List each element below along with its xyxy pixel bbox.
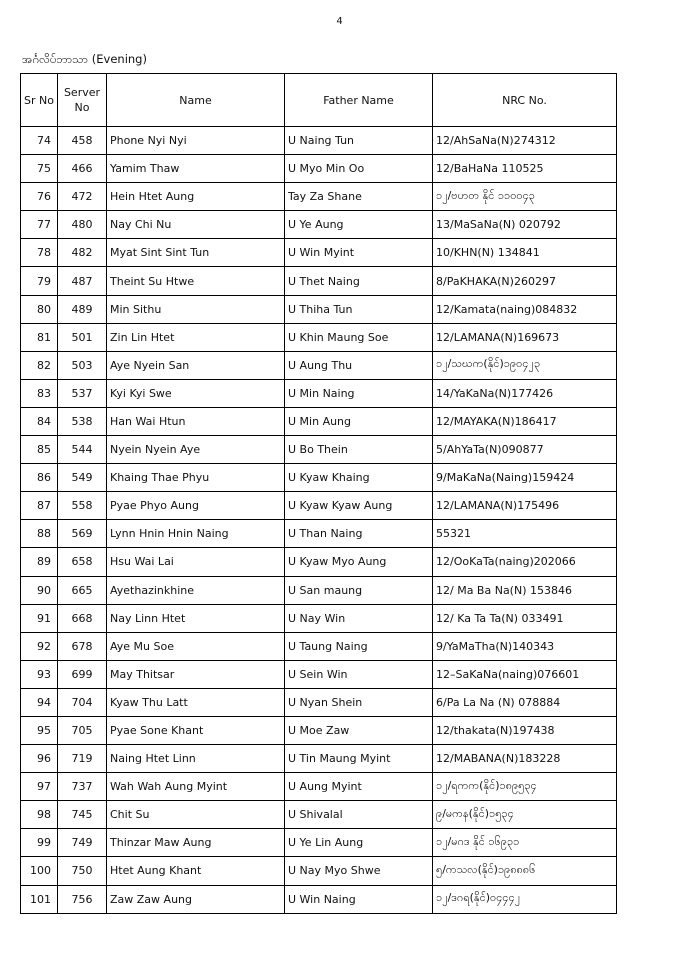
- cell-father-name: U Myo Min Oo: [285, 155, 433, 183]
- cell-name: Aye Mu Soe: [107, 632, 285, 660]
- cell-sr-no: 96: [21, 745, 58, 773]
- cell-father-name: U Kyaw Myo Aung: [285, 548, 433, 576]
- cell-father-name: U Ye Aung: [285, 211, 433, 239]
- header-sr-no: Sr No: [21, 74, 58, 127]
- cell-sr-no: 99: [21, 829, 58, 857]
- cell-server-no: 558: [58, 492, 107, 520]
- cell-name: May Thitsar: [107, 660, 285, 688]
- cell-father-name: U Aung Thu: [285, 351, 433, 379]
- cell-father-name: U San maung: [285, 576, 433, 604]
- cell-name: Myat Sint Sint Tun: [107, 239, 285, 267]
- cell-sr-no: 80: [21, 295, 58, 323]
- table-row: [21, 773, 617, 801]
- table-row: [21, 239, 617, 267]
- table-row: [21, 716, 617, 744]
- cell-father-name: Tay Za Shane: [285, 183, 433, 211]
- cell-sr-no: 92: [21, 632, 58, 660]
- cell-sr-no: 86: [21, 464, 58, 492]
- cell-name: Naing Htet Linn: [107, 745, 285, 773]
- cell-server-no: 472: [58, 183, 107, 211]
- table-row: [21, 211, 617, 239]
- table-row: [21, 407, 617, 435]
- cell-nrc-no: 10/KHN(N) 134841: [433, 239, 617, 267]
- cell-name: Aye Nyein San: [107, 351, 285, 379]
- cell-server-no: 503: [58, 351, 107, 379]
- cell-name: Htet Aung Khant: [107, 857, 285, 885]
- cell-name: Yamim Thaw: [107, 155, 285, 183]
- cell-server-no: 482: [58, 239, 107, 267]
- cell-name: Wah Wah Aung Myint: [107, 773, 285, 801]
- cell-server-no: 489: [58, 295, 107, 323]
- cell-father-name: U Khin Maung Soe: [285, 323, 433, 351]
- cell-nrc-no: 12/Kamata(naing)084832: [433, 295, 617, 323]
- cell-sr-no: 77: [21, 211, 58, 239]
- cell-sr-no: 81: [21, 323, 58, 351]
- cell-sr-no: 98: [21, 801, 58, 829]
- cell-server-no: 569: [58, 520, 107, 548]
- cell-sr-no: 84: [21, 407, 58, 435]
- cell-server-no: 756: [58, 885, 107, 913]
- cell-nrc-no: 13/MaSaNa(N) 020792: [433, 211, 617, 239]
- cell-sr-no: 75: [21, 155, 58, 183]
- cell-father-name: U Than Naing: [285, 520, 433, 548]
- cell-father-name: U Nay Win: [285, 604, 433, 632]
- cell-father-name: U Nay Myo Shwe: [285, 857, 433, 885]
- cell-name: Zin Lin Htet: [107, 323, 285, 351]
- cell-sr-no: 82: [21, 351, 58, 379]
- cell-father-name: U Naing Tun: [285, 127, 433, 155]
- cell-father-name: U Nyan Shein: [285, 688, 433, 716]
- cell-father-name: U Thiha Tun: [285, 295, 433, 323]
- cell-father-name: U Aung Myint: [285, 773, 433, 801]
- cell-nrc-no: 14/YaKaNa(N)177426: [433, 379, 617, 407]
- cell-server-no: 501: [58, 323, 107, 351]
- cell-nrc-no: ၁၂/မဂဒ နိုင် ၁၆၉၃၁: [433, 829, 617, 857]
- cell-nrc-no: 12/OoKaTa(naing)202066: [433, 548, 617, 576]
- cell-father-name: U Bo Thein: [285, 436, 433, 464]
- header-father-name: Father Name: [285, 74, 433, 127]
- cell-sr-no: 88: [21, 520, 58, 548]
- cell-nrc-no: ၅/ကသလ(နိုင်)၁၉၈၈၈၆: [433, 857, 617, 885]
- cell-nrc-no: ၁၂/ဒဂရ(နိုင်)၀၄၄၄၂: [433, 885, 617, 913]
- table-row: [21, 436, 617, 464]
- cell-name: Pyae Sone Khant: [107, 716, 285, 744]
- table-row: [21, 520, 617, 548]
- cell-name: Theint Su Htwe: [107, 267, 285, 295]
- cell-father-name: U Win Naing: [285, 885, 433, 913]
- cell-father-name: U Thet Naing: [285, 267, 433, 295]
- cell-nrc-no: 6/Pa La Na (N) 078884: [433, 688, 617, 716]
- cell-sr-no: 93: [21, 660, 58, 688]
- cell-nrc-no: 9/MaKaNa(Naing)159424: [433, 464, 617, 492]
- cell-server-no: 668: [58, 604, 107, 632]
- table-row: [21, 351, 617, 379]
- cell-sr-no: 94: [21, 688, 58, 716]
- cell-sr-no: 76: [21, 183, 58, 211]
- cell-server-no: 658: [58, 548, 107, 576]
- cell-server-no: 665: [58, 576, 107, 604]
- table-row: [21, 857, 617, 885]
- table-row: [21, 183, 617, 211]
- cell-name: Kyaw Thu Latt: [107, 688, 285, 716]
- cell-father-name: U Min Aung: [285, 407, 433, 435]
- cell-name: Lynn Hnin Hnin Naing: [107, 520, 285, 548]
- table-row: [21, 267, 617, 295]
- table-row: [21, 323, 617, 351]
- table-row: [21, 688, 617, 716]
- cell-sr-no: 78: [21, 239, 58, 267]
- table-row: [21, 127, 617, 155]
- cell-father-name: U Min Naing: [285, 379, 433, 407]
- header-name: Name: [107, 74, 285, 127]
- cell-nrc-no: ၁၂/သဃက(နိုင်)၁၉၀၄၂၃: [433, 351, 617, 379]
- header-server-no: [58, 74, 107, 127]
- cell-sr-no: 89: [21, 548, 58, 576]
- cell-sr-no: 100: [21, 857, 58, 885]
- cell-sr-no: 74: [21, 127, 58, 155]
- cell-nrc-no: ၁၂/ရကက(နိုင်)၁၈၉၅၃၄: [433, 773, 617, 801]
- cell-nrc-no: 12/MAYAKA(N)186417: [433, 407, 617, 435]
- cell-name: Zaw Zaw Aung: [107, 885, 285, 913]
- cell-nrc-no: 9/YaMaTha(N)140343: [433, 632, 617, 660]
- section-title: အင်္ဂလိပ်ဘာသာ (Evening): [22, 52, 147, 66]
- table-row: [21, 604, 617, 632]
- header-nrc-no: NRC No.: [433, 74, 617, 127]
- cell-server-no: 466: [58, 155, 107, 183]
- cell-father-name: U Kyaw Khaing: [285, 464, 433, 492]
- cell-nrc-no: 5/AhYaTa(N)090877: [433, 436, 617, 464]
- cell-father-name: U Shivalal: [285, 801, 433, 829]
- table-row: [21, 829, 617, 857]
- cell-server-no: 487: [58, 267, 107, 295]
- cell-server-no: 480: [58, 211, 107, 239]
- cell-nrc-no: 12/thakata(N)197438: [433, 716, 617, 744]
- cell-father-name: U Kyaw Kyaw Aung: [285, 492, 433, 520]
- table-row: [21, 801, 617, 829]
- cell-sr-no: 101: [21, 885, 58, 913]
- cell-server-no: 678: [58, 632, 107, 660]
- cell-name: Nay Chi Nu: [107, 211, 285, 239]
- cell-server-no: 699: [58, 660, 107, 688]
- table-row: [21, 548, 617, 576]
- cell-sr-no: 83: [21, 379, 58, 407]
- cell-nrc-no: 8/PaKHAKA(N)260297: [433, 267, 617, 295]
- table-row: [21, 632, 617, 660]
- cell-nrc-no: 12/LAMANA(N)169673: [433, 323, 617, 351]
- cell-nrc-no: 12/ Ma Ba Na(N) 153846: [433, 576, 617, 604]
- cell-name: Min Sithu: [107, 295, 285, 323]
- cell-server-no: 538: [58, 407, 107, 435]
- cell-server-no: 737: [58, 773, 107, 801]
- cell-name: Phone Nyi Nyi: [107, 127, 285, 155]
- cell-nrc-no: 12/BaHaNa 110525: [433, 155, 617, 183]
- cell-father-name: U Win Myint: [285, 239, 433, 267]
- cell-name: Hein Htet Aung: [107, 183, 285, 211]
- cell-sr-no: 91: [21, 604, 58, 632]
- cell-server-no: 544: [58, 436, 107, 464]
- cell-nrc-no: 12/AhSaNa(N)274312: [433, 127, 617, 155]
- cell-name: Nyein Nyein Aye: [107, 436, 285, 464]
- cell-server-no: 704: [58, 688, 107, 716]
- cell-sr-no: 87: [21, 492, 58, 520]
- cell-sr-no: 97: [21, 773, 58, 801]
- cell-name: Khaing Thae Phyu: [107, 464, 285, 492]
- cell-father-name: U Sein Win: [285, 660, 433, 688]
- header-server-no-line2: No: [74, 101, 90, 114]
- cell-name: Ayethazinkhine: [107, 576, 285, 604]
- cell-nrc-no: 55321: [433, 520, 617, 548]
- cell-father-name: U Moe Zaw: [285, 716, 433, 744]
- table-row: [21, 660, 617, 688]
- cell-nrc-no: ၉/မကန(နိုင်)၁၅၃၄: [433, 801, 617, 829]
- table-header-row: [21, 74, 617, 127]
- cell-name: Thinzar Maw Aung: [107, 829, 285, 857]
- cell-name: Chit Su: [107, 801, 285, 829]
- cell-nrc-no: 12–SaKaNa(naing)076601: [433, 660, 617, 688]
- cell-sr-no: 90: [21, 576, 58, 604]
- cell-server-no: 745: [58, 801, 107, 829]
- cell-name: Hsu Wai Lai: [107, 548, 285, 576]
- table-row: [21, 885, 617, 913]
- table-row: [21, 379, 617, 407]
- cell-sr-no: 79: [21, 267, 58, 295]
- cell-name: Pyae Phyo Aung: [107, 492, 285, 520]
- cell-nrc-no: 12/LAMANA(N)175496: [433, 492, 617, 520]
- table-row: [21, 576, 617, 604]
- cell-nrc-no: 12/MABANA(N)183228: [433, 745, 617, 773]
- cell-father-name: U Ye Lin Aung: [285, 829, 433, 857]
- table-row: [21, 464, 617, 492]
- table-row: [21, 745, 617, 773]
- table-body: [21, 127, 617, 914]
- registration-table: [20, 73, 617, 914]
- cell-name: Kyi Kyi Swe: [107, 379, 285, 407]
- table-row: [21, 492, 617, 520]
- cell-name: Han Wai Htun: [107, 407, 285, 435]
- cell-server-no: 750: [58, 857, 107, 885]
- cell-father-name: U Tin Maung Myint: [285, 745, 433, 773]
- cell-sr-no: 95: [21, 716, 58, 744]
- cell-nrc-no: 12/ Ka Ta Ta(N) 033491: [433, 604, 617, 632]
- table-row: [21, 155, 617, 183]
- cell-sr-no: 85: [21, 436, 58, 464]
- cell-nrc-no: ၁၂/ဗဟတ နိုင် ၁၁၀၀၄၃: [433, 183, 617, 211]
- cell-server-no: 749: [58, 829, 107, 857]
- header-server-no-line1: Server: [63, 86, 101, 99]
- cell-server-no: 458: [58, 127, 107, 155]
- cell-server-no: 705: [58, 716, 107, 744]
- cell-server-no: 537: [58, 379, 107, 407]
- cell-server-no: 719: [58, 745, 107, 773]
- cell-server-no: 549: [58, 464, 107, 492]
- cell-father-name: U Taung Naing: [285, 632, 433, 660]
- cell-name: Nay Linn Htet: [107, 604, 285, 632]
- table-row: [21, 295, 617, 323]
- page-number: 4: [336, 16, 343, 27]
